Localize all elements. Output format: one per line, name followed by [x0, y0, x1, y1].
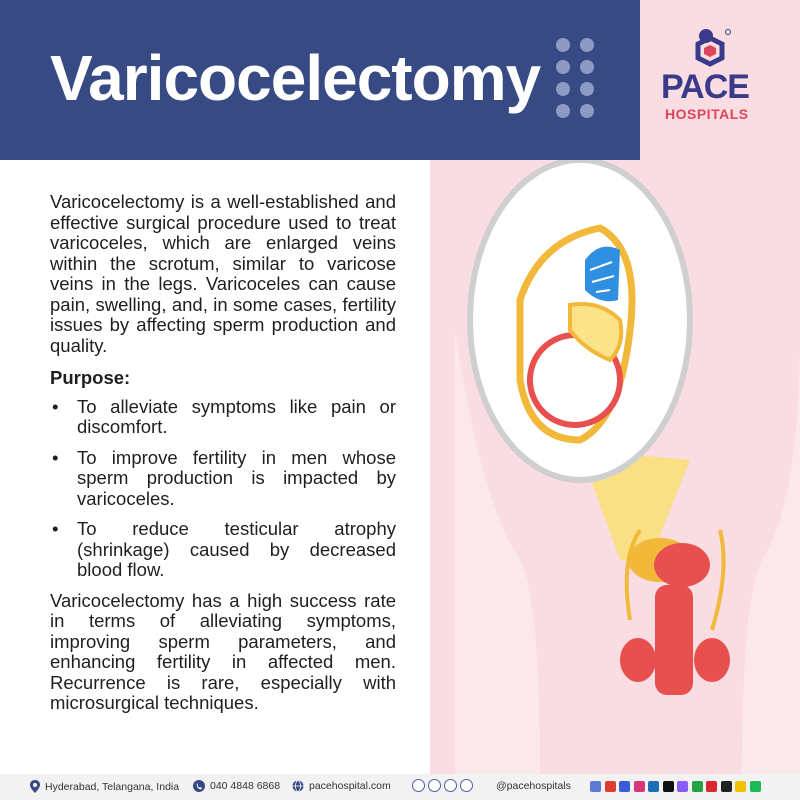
purpose-list — [50, 397, 396, 581]
footer-website[interactable]: pacehospital.com — [292, 780, 391, 792]
youtube-icon[interactable] — [605, 781, 616, 792]
organ-shaft — [655, 585, 693, 695]
threads-icon[interactable] — [721, 781, 732, 792]
header-banner — [0, 0, 640, 160]
footer-bar — [0, 774, 800, 800]
intro-paragraph: Varicocelectomy is a well-established and effective surgical procedure used to treat varicoceles, which are enlarged veins within the scrotum, similar to varicose veins in the legs. Varicoceles can cause pain, swelling, and, in some cases, fertility issues by affecting sperm production and quality. — [50, 191, 396, 356]
logo-subname: HOSPITALS — [665, 106, 749, 122]
snapchat-icon[interactable] — [735, 781, 746, 792]
page-title: Varicocelectomy — [50, 42, 541, 114]
phone-icon — [193, 780, 205, 792]
messenger-icon[interactable] — [677, 781, 688, 792]
globe-icon — [292, 780, 304, 792]
pinterest-icon[interactable] — [706, 781, 717, 792]
linkedin-icon[interactable] — [648, 781, 659, 792]
varicocele-illustration — [420, 160, 800, 774]
footer-location: Hyderabad, Telangana, India — [30, 780, 179, 793]
social-icons — [590, 781, 764, 792]
location-pin-icon — [30, 780, 40, 793]
veins-icon — [585, 247, 620, 302]
footer-phone[interactable]: 040 4848 6868 — [193, 780, 280, 792]
instagram-icon[interactable] — [634, 781, 645, 792]
whatsapp-icon[interactable] — [692, 781, 703, 792]
spotify-icon[interactable] — [750, 781, 761, 792]
article-body — [50, 192, 396, 714]
facebook-icon[interactable] — [619, 781, 630, 792]
list-item: • To alleviate symptoms like pain or discomfort. — [52, 395, 396, 437]
list-item: • To reduce testicular atrophy (shrinkage) caused by decreased blood flow. — [52, 518, 396, 580]
closing-paragraph: Varicocelectomy has a high success rate in terms of alleviating symptoms, improving sperm parameters, and enhancing fertility in affected men. Recurrence is rare, especially with microsurgical techniques. — [50, 589, 396, 713]
linkedin-alt-icon[interactable] — [590, 781, 601, 792]
x-icon[interactable] — [663, 781, 674, 792]
list-item: • To improve fertility in men whose sperm production is impacted by varicoceles. — [52, 446, 396, 509]
footer-handle: @pacehospitals — [496, 780, 571, 792]
accreditation-badges — [412, 779, 476, 792]
decorative-dots — [556, 38, 596, 120]
purpose-heading: Purpose: — [50, 367, 131, 388]
logo-mark-icon — [660, 26, 780, 70]
logo-name: PACE — [661, 68, 749, 106]
